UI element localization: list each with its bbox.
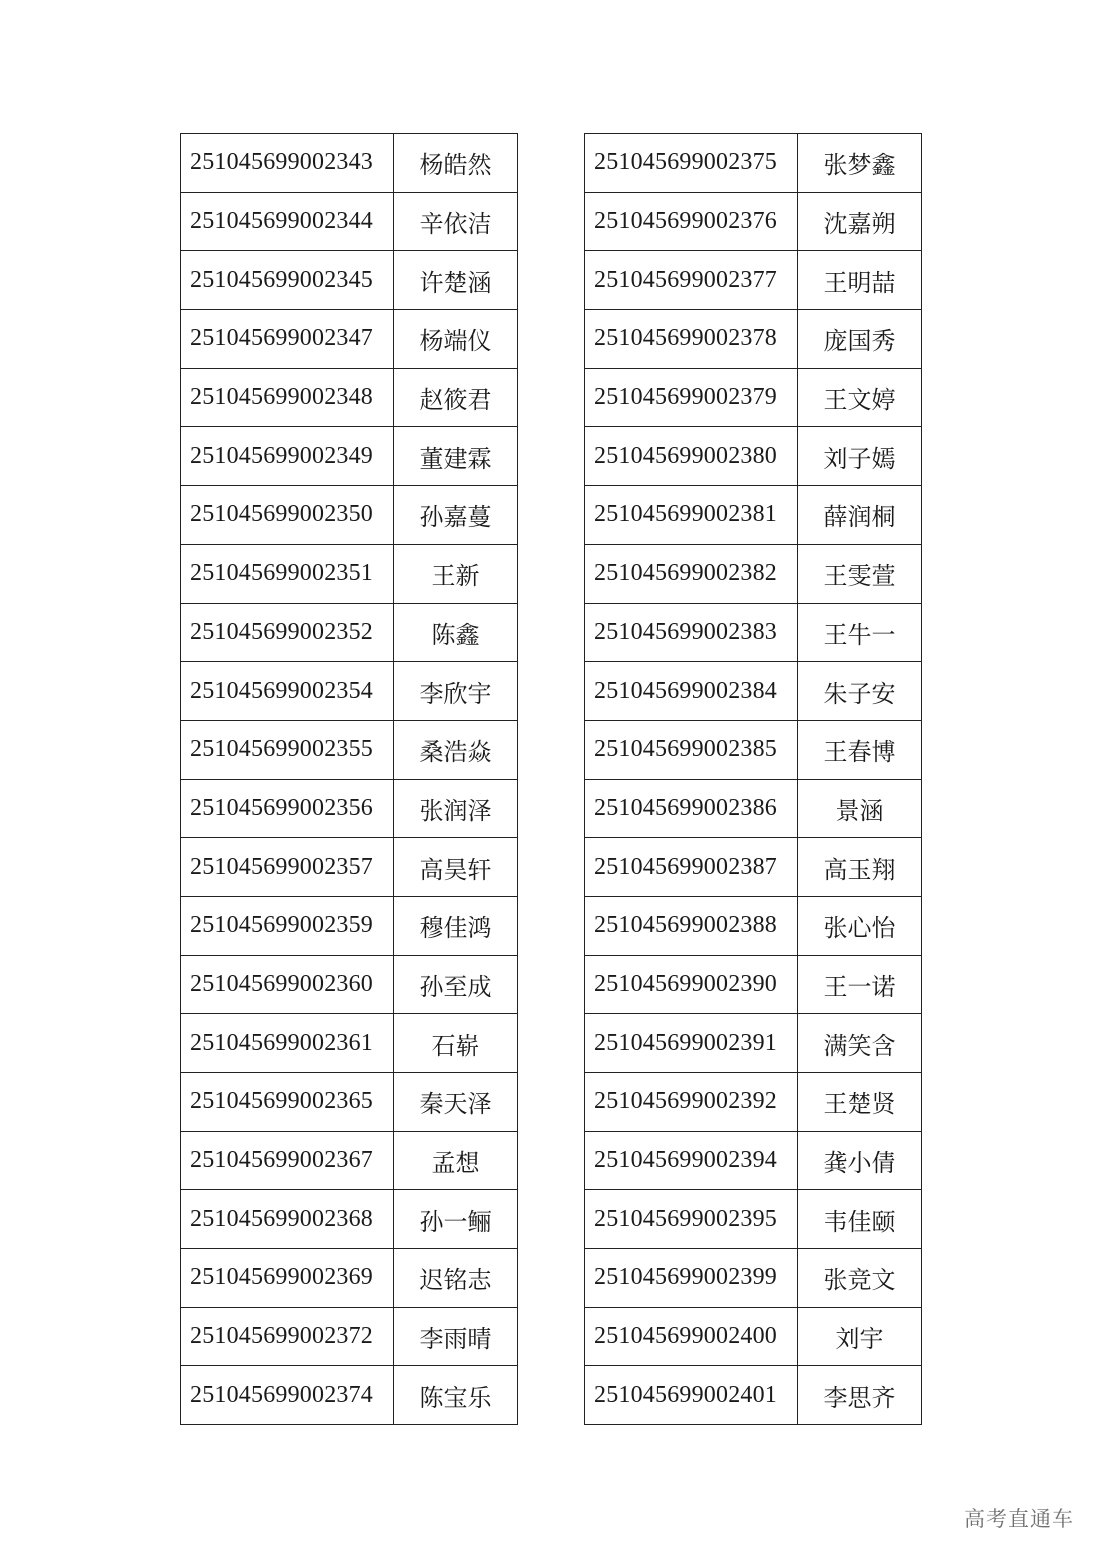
candidate-id-cell: 251045699002385 bbox=[585, 720, 798, 779]
candidate-name-cell: 穆佳鸿 bbox=[394, 896, 518, 955]
table-row bbox=[181, 1249, 518, 1308]
candidate-name-cell: 景涵 bbox=[798, 779, 922, 838]
candidate-id-cell: 251045699002390 bbox=[585, 955, 798, 1014]
candidate-id-cell: 251045699002395 bbox=[585, 1190, 798, 1249]
candidate-id-cell: 251045699002391 bbox=[585, 1014, 798, 1073]
candidate-name-cell: 杨皓然 bbox=[394, 134, 518, 193]
table-row bbox=[585, 896, 922, 955]
table-row bbox=[585, 955, 922, 1014]
table-row bbox=[181, 134, 518, 193]
table-row bbox=[585, 1073, 922, 1132]
candidate-name-cell: 赵筱君 bbox=[394, 368, 518, 427]
candidate-id-cell: 251045699002387 bbox=[585, 838, 798, 897]
table-row bbox=[181, 368, 518, 427]
table-row bbox=[181, 486, 518, 545]
candidate-id-cell: 251045699002368 bbox=[181, 1190, 394, 1249]
table-row bbox=[181, 720, 518, 779]
table-row bbox=[585, 1014, 922, 1073]
table-row bbox=[585, 838, 922, 897]
candidate-id-cell: 251045699002352 bbox=[181, 603, 394, 662]
candidate-name-cell: 王一诺 bbox=[798, 955, 922, 1014]
table-row bbox=[181, 955, 518, 1014]
left-roster-table bbox=[180, 133, 518, 1425]
table-row bbox=[181, 1131, 518, 1190]
table-row bbox=[585, 192, 922, 251]
candidate-id-cell: 251045699002374 bbox=[181, 1366, 394, 1425]
candidate-id-cell: 251045699002384 bbox=[585, 662, 798, 721]
watermark-text: 高考直通车 bbox=[964, 1507, 1074, 1531]
candidate-id-cell: 251045699002351 bbox=[181, 544, 394, 603]
candidate-name-cell: 陈鑫 bbox=[394, 603, 518, 662]
candidate-name-cell: 韦佳颐 bbox=[798, 1190, 922, 1249]
candidate-name-cell: 张润泽 bbox=[394, 779, 518, 838]
candidate-name-cell: 高玉翔 bbox=[798, 838, 922, 897]
candidate-id-cell: 251045699002379 bbox=[585, 368, 798, 427]
candidate-id-cell: 251045699002367 bbox=[181, 1131, 394, 1190]
candidate-name-cell: 秦天泽 bbox=[394, 1073, 518, 1132]
candidate-name-cell: 龚小倩 bbox=[798, 1131, 922, 1190]
candidate-name-cell: 王明喆 bbox=[798, 251, 922, 310]
table-row bbox=[181, 1073, 518, 1132]
candidate-id-cell: 251045699002357 bbox=[181, 838, 394, 897]
candidate-id-cell: 251045699002355 bbox=[181, 720, 394, 779]
candidate-name-cell: 石崭 bbox=[394, 1014, 518, 1073]
table-row bbox=[181, 838, 518, 897]
candidate-name-cell: 孟想 bbox=[394, 1131, 518, 1190]
table-row bbox=[181, 896, 518, 955]
candidate-name-cell: 王楚贤 bbox=[798, 1073, 922, 1132]
table-row bbox=[585, 1190, 922, 1249]
candidate-name-cell: 辛依洁 bbox=[394, 192, 518, 251]
candidate-name-cell: 桑浩焱 bbox=[394, 720, 518, 779]
candidate-id-cell: 251045699002378 bbox=[585, 310, 798, 369]
table-row bbox=[585, 368, 922, 427]
candidate-id-cell: 251045699002401 bbox=[585, 1366, 798, 1425]
candidate-id-cell: 251045699002375 bbox=[585, 134, 798, 193]
candidate-id-cell: 251045699002383 bbox=[585, 603, 798, 662]
candidate-id-cell: 251045699002359 bbox=[181, 896, 394, 955]
candidate-name-cell: 杨端仪 bbox=[394, 310, 518, 369]
table-row bbox=[585, 251, 922, 310]
candidate-id-cell: 251045699002386 bbox=[585, 779, 798, 838]
candidate-name-cell: 王牛一 bbox=[798, 603, 922, 662]
candidate-name-cell: 王雯萱 bbox=[798, 544, 922, 603]
table-row bbox=[181, 192, 518, 251]
candidate-name-cell: 王文婷 bbox=[798, 368, 922, 427]
candidate-name-cell: 孙一鲡 bbox=[394, 1190, 518, 1249]
candidate-name-cell: 高昊轩 bbox=[394, 838, 518, 897]
candidate-name-cell: 王新 bbox=[394, 544, 518, 603]
candidate-name-cell: 庞国秀 bbox=[798, 310, 922, 369]
candidate-id-cell: 251045699002356 bbox=[181, 779, 394, 838]
table-row bbox=[585, 662, 922, 721]
candidate-name-cell: 许楚涵 bbox=[394, 251, 518, 310]
candidate-name-cell: 张心怡 bbox=[798, 896, 922, 955]
table-row bbox=[585, 1307, 922, 1366]
candidate-id-cell: 251045699002372 bbox=[181, 1307, 394, 1366]
candidate-name-cell: 沈嘉朔 bbox=[798, 192, 922, 251]
candidate-name-cell: 孙至成 bbox=[394, 955, 518, 1014]
candidate-name-cell: 薛润桐 bbox=[798, 486, 922, 545]
candidate-id-cell: 251045699002347 bbox=[181, 310, 394, 369]
table-row bbox=[585, 1131, 922, 1190]
candidate-id-cell: 251045699002348 bbox=[181, 368, 394, 427]
candidate-id-cell: 251045699002365 bbox=[181, 1073, 394, 1132]
table-row bbox=[585, 779, 922, 838]
candidate-id-cell: 251045699002394 bbox=[585, 1131, 798, 1190]
table-row bbox=[181, 1307, 518, 1366]
candidate-id-cell: 251045699002369 bbox=[181, 1249, 394, 1308]
candidate-name-cell: 满笑含 bbox=[798, 1014, 922, 1073]
candidate-name-cell: 朱子安 bbox=[798, 662, 922, 721]
candidate-id-cell: 251045699002399 bbox=[585, 1249, 798, 1308]
table-row bbox=[181, 251, 518, 310]
candidate-id-cell: 251045699002376 bbox=[585, 192, 798, 251]
table-row bbox=[181, 1190, 518, 1249]
candidate-id-cell: 251045699002400 bbox=[585, 1307, 798, 1366]
table-row bbox=[181, 427, 518, 486]
candidate-id-cell: 251045699002349 bbox=[181, 427, 394, 486]
table-row bbox=[181, 1366, 518, 1425]
candidate-id-cell: 251045699002344 bbox=[181, 192, 394, 251]
table-row bbox=[585, 310, 922, 369]
candidate-name-cell: 王春博 bbox=[798, 720, 922, 779]
table-row bbox=[585, 720, 922, 779]
table-row bbox=[181, 1014, 518, 1073]
candidate-name-cell: 张竞文 bbox=[798, 1249, 922, 1308]
candidate-name-cell: 李思齐 bbox=[798, 1366, 922, 1425]
candidate-id-cell: 251045699002354 bbox=[181, 662, 394, 721]
candidate-name-cell: 董建霖 bbox=[394, 427, 518, 486]
table-row bbox=[585, 1249, 922, 1308]
table-row bbox=[181, 662, 518, 721]
table-row bbox=[585, 544, 922, 603]
candidate-id-cell: 251045699002360 bbox=[181, 955, 394, 1014]
candidate-id-cell: 251045699002388 bbox=[585, 896, 798, 955]
candidate-name-cell: 迟铭志 bbox=[394, 1249, 518, 1308]
candidate-name-cell: 张梦鑫 bbox=[798, 134, 922, 193]
table-row bbox=[181, 603, 518, 662]
candidate-name-cell: 孙嘉蔓 bbox=[394, 486, 518, 545]
right-roster-table bbox=[584, 133, 922, 1425]
candidate-name-cell: 刘子嫣 bbox=[798, 427, 922, 486]
candidate-name-cell: 刘宇 bbox=[798, 1307, 922, 1366]
table-row bbox=[585, 134, 922, 193]
candidate-id-cell: 251045699002381 bbox=[585, 486, 798, 545]
candidate-id-cell: 251045699002377 bbox=[585, 251, 798, 310]
right-roster-body bbox=[585, 134, 922, 1425]
candidate-id-cell: 251045699002350 bbox=[181, 486, 394, 545]
candidate-id-cell: 251045699002382 bbox=[585, 544, 798, 603]
table-row bbox=[585, 486, 922, 545]
candidate-id-cell: 251045699002392 bbox=[585, 1073, 798, 1132]
left-roster-body bbox=[181, 134, 518, 1425]
candidate-name-cell: 陈宝乐 bbox=[394, 1366, 518, 1425]
table-row bbox=[181, 544, 518, 603]
table-row bbox=[181, 779, 518, 838]
candidate-id-cell: 251045699002380 bbox=[585, 427, 798, 486]
candidate-id-cell: 251045699002343 bbox=[181, 134, 394, 193]
candidate-id-cell: 251045699002345 bbox=[181, 251, 394, 310]
candidate-id-cell: 251045699002361 bbox=[181, 1014, 394, 1073]
table-row bbox=[585, 427, 922, 486]
candidate-name-cell: 李雨晴 bbox=[394, 1307, 518, 1366]
table-row bbox=[585, 1366, 922, 1425]
table-row bbox=[585, 603, 922, 662]
candidate-name-cell: 李欣宇 bbox=[394, 662, 518, 721]
table-row bbox=[181, 310, 518, 369]
